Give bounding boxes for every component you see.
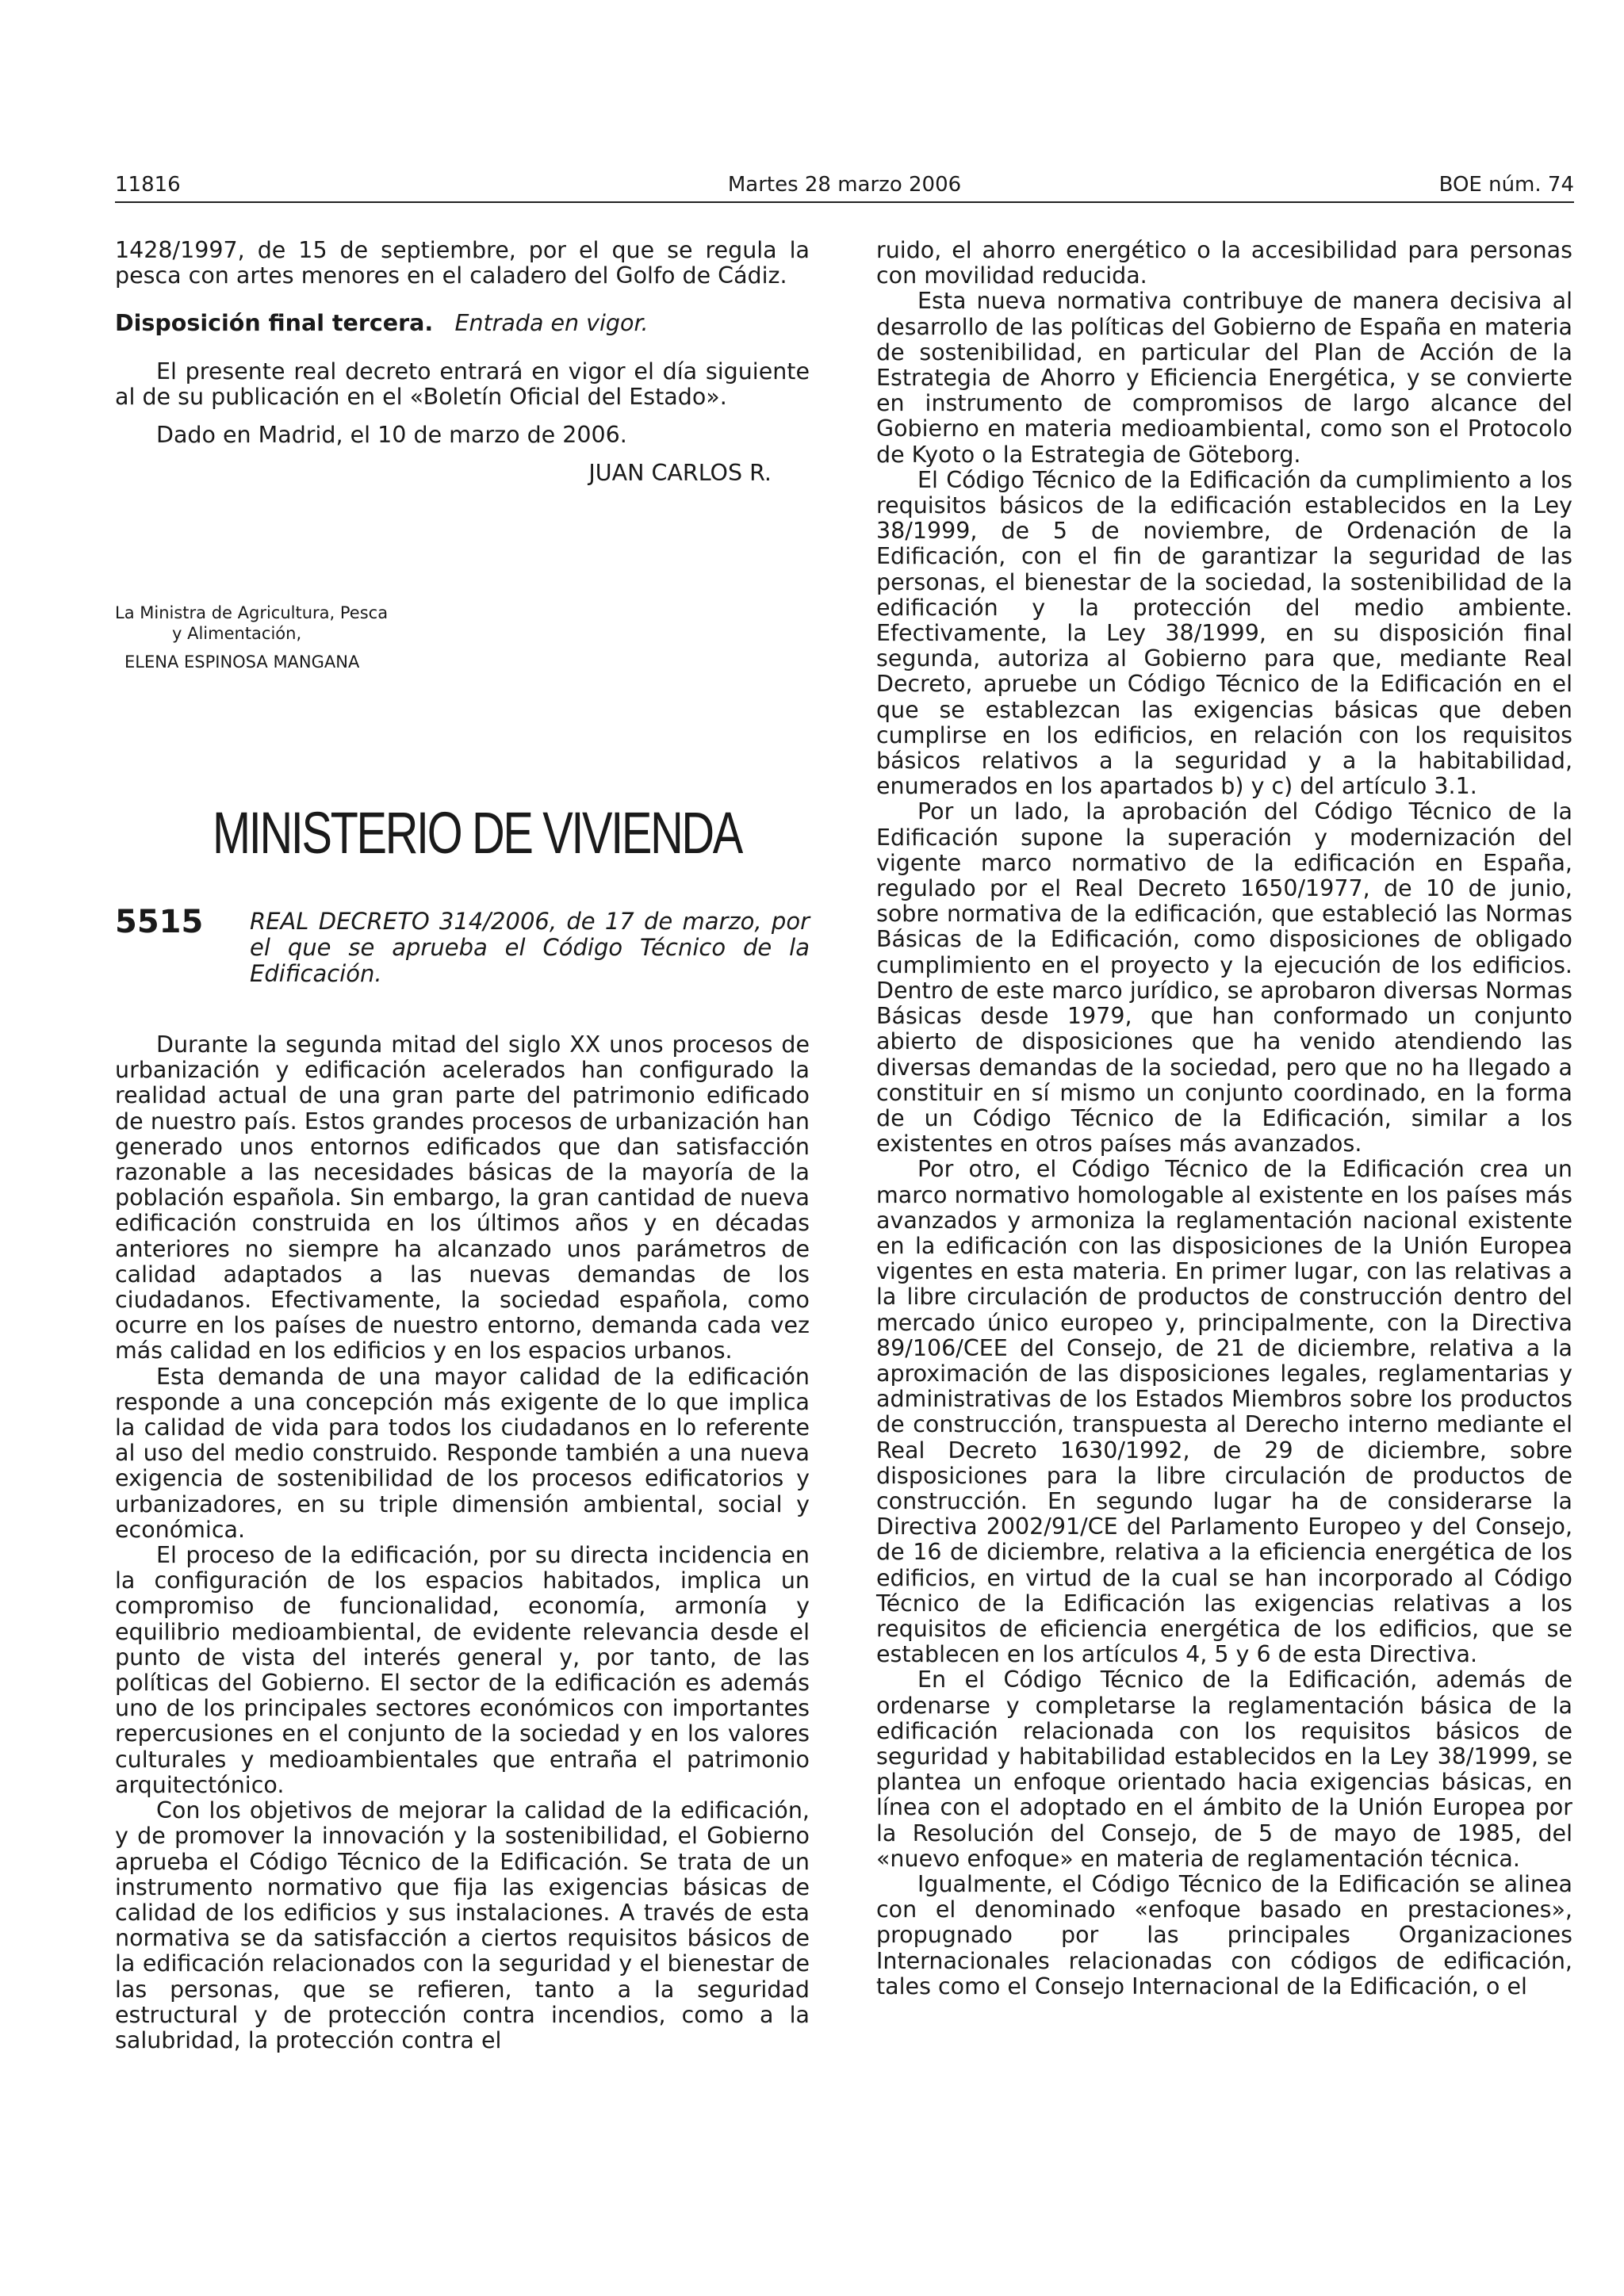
paragraph: ruido, el ahorro energético o la accesibilidad para personas con movilidad reducida.: [876, 237, 1572, 289]
final-disposition-heading: [115, 311, 810, 336]
left-column-body: [115, 1032, 810, 2053]
paragraph: Por un lado, la aprobación del Código Técnico de la Edificación supone la superación y modernización del vigente marco normativo de la edificación en España, regulado por el Real Decreto 1650/1977, de 10 de junio, sobre normativa de la edificación, que estableció las Normas Básicas de la Edificación, como disposiciones de obligado cumplimiento en el proyecto y la ejecución de los edificios. Dentro de este marco jurídico, se aprobaron diversas Normas Básicas desde 1979, que han conformado un conjunto abierto de disposiciones que ha venido atendiendo las diversas demandas de la sociedad, pero que no ha llegado a constituir en sí mismo un conjunto coordinado, en la forma de un Código Técnico de la Edificación, similar a los existentes en otros países más avanzados.: [876, 798, 1572, 1158]
paragraph: El presente real decreto entrará en vigor el día siguiente al de su publicación en el «Boletín Oficial del Estado».: [115, 358, 810, 410]
final-disposition-title: Entrada en vigor.: [454, 310, 649, 337]
paragraph: 1428/1997, de 15 de septiembre, por el que se regula la pesca con artes menores en el caladero del Golfo de Cádiz.: [115, 237, 810, 289]
dated-line: Dado en Madrid, el 10 de marzo de 2006.: [156, 422, 627, 449]
publication-date: Martes 28 marzo 2006: [727, 173, 962, 197]
final-disposition-label: Disposición final tercera.: [115, 310, 434, 337]
paragraph: Durante la segunda mitad del siglo XX unos procesos de urbanización y edificación acelerados han configurado la realidad actual de una gran parte del patrimonio edificado de nuestro país. Estos grandes procesos de urbanización han generado unos entornos edificados que dan satisfacción razonable a las necesidades básicas de la mayoría de la población española. Sin embargo, la gran cantidad de nueva edificación construida en los últimos años y en décadas anteriores no siempre ha alcanzado unos parámetros de calidad adaptados a las nuevas demandas de los ciudadanos. Efectivamente, la sociedad española, como ocurre en los países de nuestro entorno, demanda cada vez más calidad en los edificios y en los espacios urbanos.: [115, 1031, 810, 1364]
paragraph: Por otro, el Código Técnico de la Edificación crea un marco normativo homologable al existente en los países más avanzados y armoniza la reglamentación nacional existente en la edificación con las disposiciones de la Unión Europea vigentes en esta materia. En primer lugar, con las relativas a la libre circulación de productos de construcción dentro del mercado único europeo y, principalmente, con la Directiva 89/106/CEE del Consejo, de 21 de diciembre, relativa a la aproximación de las disposiciones legales, reglamentarias y administrativas de los Estados Miembros sobre los productos de construcción, transpuesta al Derecho interno mediante el Real Decreto 1630/1992, de 29 de diciembre, sobre disposiciones para la libre circulación de productos de construcción. En segundo lugar ha de considerarse la Directiva 2002/91/CE del Parlamento Europeo y del Consejo, de 16 de diciembre, relativa a la eficiencia energética de los edificios, en virtud de la cual se han incorporado al Código Técnico de la Edificación las exigencias relativas a los requisitos de eficiencia energética de los edificios, que se establecen en los artículos 4, 5 y 6 de esta Directiva.: [876, 1156, 1572, 1668]
paragraph: El Código Técnico de la Edificación da cumplimiento a los requisitos básicos de la edificación establecidos en la Ley 38/1999, de 5 de noviembre, de Ordenación de la Edificación, con el fin de garantizar la seguridad de las personas, el bienestar de la sociedad, la sostenibilidad de la edificación y la protección del medio ambiente. Efectivamente, la Ley 38/1999, en su disposición final segunda, autoriza al Gobierno para que, mediante Real Decreto, apruebe un Código Técnico de la Edificación en el que se establezcan las exigencias básicas que deben cumplirse en los edificios, en relación con los requisitos básicos relativos a la seguridad y a la habitabilidad, enumerados en los apartados b) y c) del artículo 3.1.: [876, 466, 1572, 800]
page-header: [115, 173, 1574, 203]
king-signature: JUAN CARLOS R.: [588, 460, 772, 487]
page-number: 11816: [115, 173, 181, 197]
signature-line: La Ministra de Agricultura, Pesca: [115, 603, 389, 622]
minister-signature: [115, 603, 448, 672]
paragraph: Esta nueva normativa contribuye de manera decisiva al desarrollo de las políticas del Gobierno de España en materia de sostenibilidad, en particular del Plan de Acción de la Estrategia de Ahorro y Eficiencia Energética, y se convierte en instrumento de compromisos de largo alcance del Gobierno en materia medioambiental, como son el Protocolo de Kyoto o la Estrategia de Göteborg.: [876, 288, 1572, 468]
ministry-heading: MINISTERIO DE VIVIENDA: [213, 800, 741, 866]
paragraph: El proceso de la edificación, por su directa incidencia en la configuración de los espacios habitados, implica un compromiso de funcionalidad, economía, armonía y equilibrio medioambiental, de evidente relevancia desde el punto de vista del interés general y, por tanto, de las políticas del Gobierno. El sector de la edificación es además uno de los principales sectores económicos con importantes repercusiones en el conjunto de la sociedad y en los valores culturales y medioambientales que entraña el patrimonio arquitectónico.: [115, 1542, 810, 1798]
signature-name: ELENA ESPINOSA MANGANA: [124, 652, 360, 672]
right-column: [876, 238, 1572, 1999]
decree-number: 5515: [115, 904, 204, 940]
paragraph: En el Código Técnico de la Edificación, además de ordenarse y completarse la reglamentación básica de la edificación relacionada con los requisitos básicos de seguridad y habitabilidad establecidos en la Ley 38/1999, se plantea un enfoque orientado hacia exigencias básicas, en línea con el adoptado en el ámbito de la Unión Europea por la Resolución del Consejo, de 5 de mayo de 1985, del «nuevo enfoque» en materia de reglamentación técnica.: [876, 1667, 1572, 1872]
left-column-top: [115, 238, 810, 486]
paragraph: Con los objetivos de mejorar la calidad de la edificación, y de promover la innovación y la sostenibilidad, el Gobierno aprueba el Código Técnico de la Edificación. Se trata de un instrumento normativo que fija las exigencias básicas de calidad de los edificios y sus instalaciones. A través de esta normativa se da satisfacción a ciertos requisitos básicos de la edificación relacionados con la seguridad y el bienestar de las personas, que se refieren, tanto a la seguridad estructural y de protección contra incendios, como a la salubridad, la protección contra el: [115, 1797, 810, 2053]
paragraph: Esta demanda de una mayor calidad de la edificación responde a una concepción más exigente de lo que implica la calidad de vida para todos los ciudadanos en lo referente al uso del medio construido. Responde también a una nueva exigencia de sostenibilidad de los procesos edificatorios y urbanizadores, en su triple dimensión ambiental, social y económica.: [115, 1363, 810, 1543]
paragraph: Igualmente, el Código Técnico de la Edificación se alinea con el denominado «enfoque basado en prestaciones», propugnado por las principales Organizaciones Internacionales relacionadas con códigos de edificación, tales como el Consejo Internacional de la Edificación, o el: [876, 1871, 1572, 1999]
decree-title: REAL DECRETO 314/2006, de 17 de marzo, por el que se aprueba el Código Técnico de la Edificación.: [250, 908, 810, 987]
signature-line: y Alimentación,: [172, 624, 302, 643]
issue-number: BOE núm. 74: [1438, 173, 1574, 197]
